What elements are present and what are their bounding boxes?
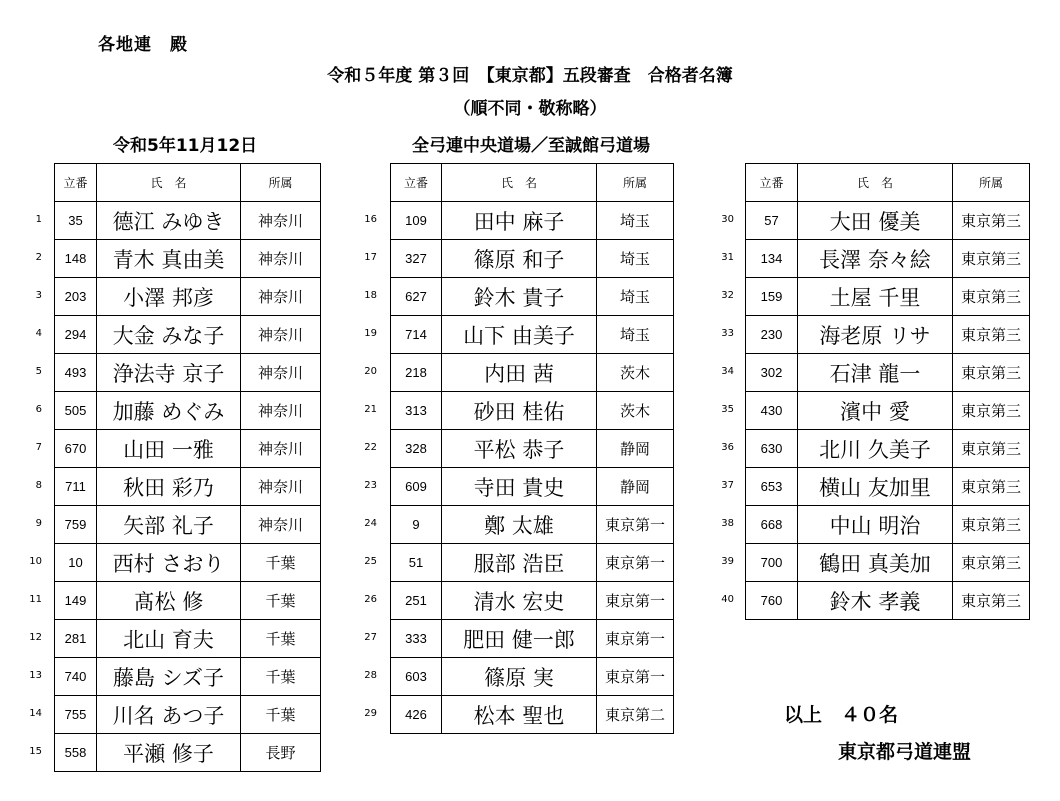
- roster-table-1: [54, 163, 321, 772]
- table-row: [746, 240, 1030, 278]
- standing-number: 505: [55, 392, 97, 430]
- row-number: 7: [35, 442, 42, 453]
- row-number: 40: [721, 594, 734, 605]
- column-header-number: 立番: [391, 164, 442, 202]
- candidate-name: 砂田 桂佑: [442, 392, 597, 430]
- affiliation: 東京第三: [953, 544, 1030, 582]
- table-row: [55, 430, 321, 468]
- row-number: 12: [29, 632, 42, 643]
- table-row: [391, 696, 674, 734]
- row-number: 20: [364, 366, 377, 377]
- standing-number: 653: [746, 468, 798, 506]
- candidate-name: 大金 みな子: [97, 316, 241, 354]
- candidate-name: 北川 久美子: [798, 430, 953, 468]
- standing-number: 10: [55, 544, 97, 582]
- table-row: [746, 392, 1030, 430]
- table-row: [391, 620, 674, 658]
- candidate-name: 清水 宏史: [442, 582, 597, 620]
- header-row: [55, 164, 321, 202]
- affiliation: 神奈川: [241, 468, 321, 506]
- header-row: [746, 164, 1030, 202]
- candidate-name: 濱中 愛: [798, 392, 953, 430]
- standing-number: 294: [55, 316, 97, 354]
- candidate-name: 長澤 奈々絵: [798, 240, 953, 278]
- affiliation: 東京第一: [597, 582, 674, 620]
- candidate-name: 川名 あつ子: [97, 696, 241, 734]
- roster-table-3: [745, 163, 1030, 620]
- candidate-name: 鈴木 貴子: [442, 278, 597, 316]
- standing-number: 603: [391, 658, 442, 696]
- table-row: [55, 278, 321, 316]
- table-row: [391, 202, 674, 240]
- affiliation: 東京第三: [953, 582, 1030, 620]
- exam-date: 令和5年11月12日: [113, 136, 258, 156]
- column-header-affiliation: 所属: [241, 164, 321, 202]
- table-row: [746, 354, 1030, 392]
- standing-number: 630: [746, 430, 798, 468]
- candidate-name: 鈴木 孝義: [798, 582, 953, 620]
- row-number: 24: [364, 518, 377, 529]
- table-row: [746, 202, 1030, 240]
- standing-number: 430: [746, 392, 798, 430]
- row-number: 8: [35, 480, 42, 491]
- row-number: 35: [721, 404, 734, 415]
- affiliation: 東京第一: [597, 620, 674, 658]
- row-number: 17: [364, 252, 377, 263]
- candidate-name: 平瀬 修子: [97, 734, 241, 772]
- candidate-name: 矢部 礼子: [97, 506, 241, 544]
- affiliation: 埼玉: [597, 278, 674, 316]
- table-row: [55, 240, 321, 278]
- table-row: [391, 354, 674, 392]
- affiliation: 神奈川: [241, 354, 321, 392]
- standing-number: 333: [391, 620, 442, 658]
- candidate-name: 藤島 シズ子: [97, 658, 241, 696]
- table-row: [391, 278, 674, 316]
- affiliation: 千葉: [241, 658, 321, 696]
- standing-number: 9: [391, 506, 442, 544]
- standing-number: 759: [55, 506, 97, 544]
- standing-number: 134: [746, 240, 798, 278]
- affiliation: 静岡: [597, 430, 674, 468]
- row-number: 2: [35, 252, 42, 263]
- row-number: 29: [364, 708, 377, 719]
- affiliation: 東京第三: [953, 278, 1030, 316]
- candidate-name: 山田 一雅: [97, 430, 241, 468]
- standing-number: 714: [391, 316, 442, 354]
- candidate-name: 德江 みゆき: [97, 202, 241, 240]
- standing-number: 493: [55, 354, 97, 392]
- candidate-name: 石津 龍一: [798, 354, 953, 392]
- column-header-number: 立番: [746, 164, 798, 202]
- candidate-name: 松本 聖也: [442, 696, 597, 734]
- column-header-affiliation: 所属: [953, 164, 1030, 202]
- affiliation: 神奈川: [241, 506, 321, 544]
- affiliation: 東京第三: [953, 506, 1030, 544]
- standing-number: 35: [55, 202, 97, 240]
- column-header-affiliation: 所属: [597, 164, 674, 202]
- row-number: 3: [35, 290, 42, 301]
- standing-number: 426: [391, 696, 442, 734]
- table-row: [746, 468, 1030, 506]
- table-row: [55, 392, 321, 430]
- standing-number: 159: [746, 278, 798, 316]
- row-number: 39: [721, 556, 734, 567]
- candidate-name: 肥田 健一郎: [442, 620, 597, 658]
- row-number: 31: [721, 252, 734, 263]
- affiliation: 東京第三: [953, 316, 1030, 354]
- row-number: 37: [721, 480, 734, 491]
- standing-number: 313: [391, 392, 442, 430]
- table-row: [55, 734, 321, 772]
- standing-number: 711: [55, 468, 97, 506]
- standing-number: 230: [746, 316, 798, 354]
- row-number: 15: [29, 746, 42, 757]
- affiliation: 長野: [241, 734, 321, 772]
- affiliation: 東京第三: [953, 202, 1030, 240]
- affiliation: 埼玉: [597, 202, 674, 240]
- row-number: 13: [29, 670, 42, 681]
- table-row: [391, 544, 674, 582]
- row-number: 18: [364, 290, 377, 301]
- standing-number: 148: [55, 240, 97, 278]
- header-row: [391, 164, 674, 202]
- row-number: 25: [364, 556, 377, 567]
- standing-number: 760: [746, 582, 798, 620]
- candidate-name: 秋田 彩乃: [97, 468, 241, 506]
- table-row: [746, 278, 1030, 316]
- standing-number: 281: [55, 620, 97, 658]
- standing-number: 51: [391, 544, 442, 582]
- table-row: [391, 658, 674, 696]
- affiliation: 神奈川: [241, 316, 321, 354]
- row-number: 11: [29, 594, 42, 605]
- roster-table-2: [390, 163, 674, 734]
- candidate-name: 海老原 リサ: [798, 316, 953, 354]
- table-row: [55, 202, 321, 240]
- row-number: 16: [364, 214, 377, 225]
- table-row: [391, 240, 674, 278]
- table-row: [746, 430, 1030, 468]
- standing-number: 670: [55, 430, 97, 468]
- affiliation: 東京第三: [953, 430, 1030, 468]
- standing-number: 609: [391, 468, 442, 506]
- candidate-name: 北山 育夫: [97, 620, 241, 658]
- standing-number: 57: [746, 202, 798, 240]
- table-row: [391, 468, 674, 506]
- standing-number: 740: [55, 658, 97, 696]
- table-row: [746, 506, 1030, 544]
- row-number: 1: [35, 214, 42, 225]
- affiliation: 千葉: [241, 544, 321, 582]
- row-number: 26: [364, 594, 377, 605]
- table-row: [391, 582, 674, 620]
- standing-number: 302: [746, 354, 798, 392]
- candidate-name: 加藤 めぐみ: [97, 392, 241, 430]
- standing-number: 203: [55, 278, 97, 316]
- candidate-name: 平松 恭子: [442, 430, 597, 468]
- table-row: [746, 544, 1030, 582]
- candidate-name: 大田 優美: [798, 202, 953, 240]
- affiliation: 千葉: [241, 696, 321, 734]
- row-number: 4: [35, 328, 42, 339]
- candidate-name: 西村 さおり: [97, 544, 241, 582]
- affiliation: 静岡: [597, 468, 674, 506]
- candidate-name: 鄭 太雄: [442, 506, 597, 544]
- table-row: [55, 620, 321, 658]
- candidate-name: 土屋 千里: [798, 278, 953, 316]
- standing-number: 700: [746, 544, 798, 582]
- affiliation: 茨木: [597, 354, 674, 392]
- column-header-name: 氏 名: [798, 164, 953, 202]
- candidate-name: 寺田 貴史: [442, 468, 597, 506]
- row-number: 28: [364, 670, 377, 681]
- candidate-name: 小澤 邦彦: [97, 278, 241, 316]
- candidate-name: 篠原 和子: [442, 240, 597, 278]
- affiliation: 東京第三: [953, 468, 1030, 506]
- affiliation: 神奈川: [241, 202, 321, 240]
- row-number: 27: [364, 632, 377, 643]
- row-number: 9: [35, 518, 42, 529]
- table-row: [55, 506, 321, 544]
- candidate-name: 青木 真由美: [97, 240, 241, 278]
- row-number: 23: [364, 480, 377, 491]
- affiliation: 東京第一: [597, 658, 674, 696]
- table-row: [55, 316, 321, 354]
- affiliation: 東京第三: [953, 354, 1030, 392]
- affiliation: 神奈川: [241, 278, 321, 316]
- row-number: 5: [35, 366, 42, 377]
- column-header-name: 氏 名: [97, 164, 241, 202]
- standing-number: 328: [391, 430, 442, 468]
- table-row: [391, 316, 674, 354]
- row-number: 6: [35, 404, 42, 415]
- candidate-name: 浄法寺 京子: [97, 354, 241, 392]
- affiliation: 神奈川: [241, 240, 321, 278]
- candidate-name: 鶴田 真美加: [798, 544, 953, 582]
- affiliation: 茨木: [597, 392, 674, 430]
- affiliation: 千葉: [241, 582, 321, 620]
- row-number: 19: [364, 328, 377, 339]
- standing-number: 218: [391, 354, 442, 392]
- total-count: 以上 ４０名: [784, 704, 899, 726]
- standing-number: 627: [391, 278, 442, 316]
- row-number: 21: [364, 404, 377, 415]
- affiliation: 千葉: [241, 620, 321, 658]
- document-subtitle: （順不同・敬称略）: [453, 99, 607, 119]
- standing-number: 251: [391, 582, 442, 620]
- table-row: [746, 316, 1030, 354]
- row-number: 33: [721, 328, 734, 339]
- standing-number: 668: [746, 506, 798, 544]
- table-row: [55, 582, 321, 620]
- addressee: 各地連 殿: [98, 35, 188, 55]
- standing-number: 149: [55, 582, 97, 620]
- column-header-name: 氏 名: [442, 164, 597, 202]
- affiliation: 東京第三: [953, 240, 1030, 278]
- candidate-name: 山下 由美子: [442, 316, 597, 354]
- standing-number: 755: [55, 696, 97, 734]
- affiliation: 東京第二: [597, 696, 674, 734]
- candidate-name: 内田 茜: [442, 354, 597, 392]
- table-row: [746, 582, 1030, 620]
- column-header-number: 立番: [55, 164, 97, 202]
- affiliation: 神奈川: [241, 430, 321, 468]
- row-number: 36: [721, 442, 734, 453]
- affiliation: 東京第一: [597, 506, 674, 544]
- row-number: 32: [721, 290, 734, 301]
- table-row: [391, 430, 674, 468]
- table-row: [391, 392, 674, 430]
- candidate-name: 服部 浩臣: [442, 544, 597, 582]
- candidate-name: 横山 友加里: [798, 468, 953, 506]
- row-number: 34: [721, 366, 734, 377]
- candidate-name: 中山 明治: [798, 506, 953, 544]
- candidate-name: 田中 麻子: [442, 202, 597, 240]
- affiliation: 東京第三: [953, 392, 1030, 430]
- row-number: 14: [29, 708, 42, 719]
- table-row: [55, 354, 321, 392]
- table-row: [55, 696, 321, 734]
- exam-venue: 全弓連中央道場／至誠館弓道場: [412, 136, 650, 156]
- table-row: [55, 468, 321, 506]
- table-row: [55, 658, 321, 696]
- standing-number: 558: [55, 734, 97, 772]
- affiliation: 東京第一: [597, 544, 674, 582]
- row-number: 10: [29, 556, 42, 567]
- row-number: 22: [364, 442, 377, 453]
- standing-number: 109: [391, 202, 442, 240]
- affiliation: 埼玉: [597, 316, 674, 354]
- affiliation: 埼玉: [597, 240, 674, 278]
- organization-name: 東京都弓道連盟: [838, 741, 972, 763]
- affiliation: 神奈川: [241, 392, 321, 430]
- candidate-name: 篠原 実: [442, 658, 597, 696]
- table-row: [391, 506, 674, 544]
- candidate-name: 髙松 修: [97, 582, 241, 620]
- table-row: [55, 544, 321, 582]
- document-title: 令和５年度 第３回 【東京都】五段審査 合格者名簿: [327, 66, 733, 86]
- row-number: 30: [721, 214, 734, 225]
- standing-number: 327: [391, 240, 442, 278]
- row-number: 38: [721, 518, 734, 529]
